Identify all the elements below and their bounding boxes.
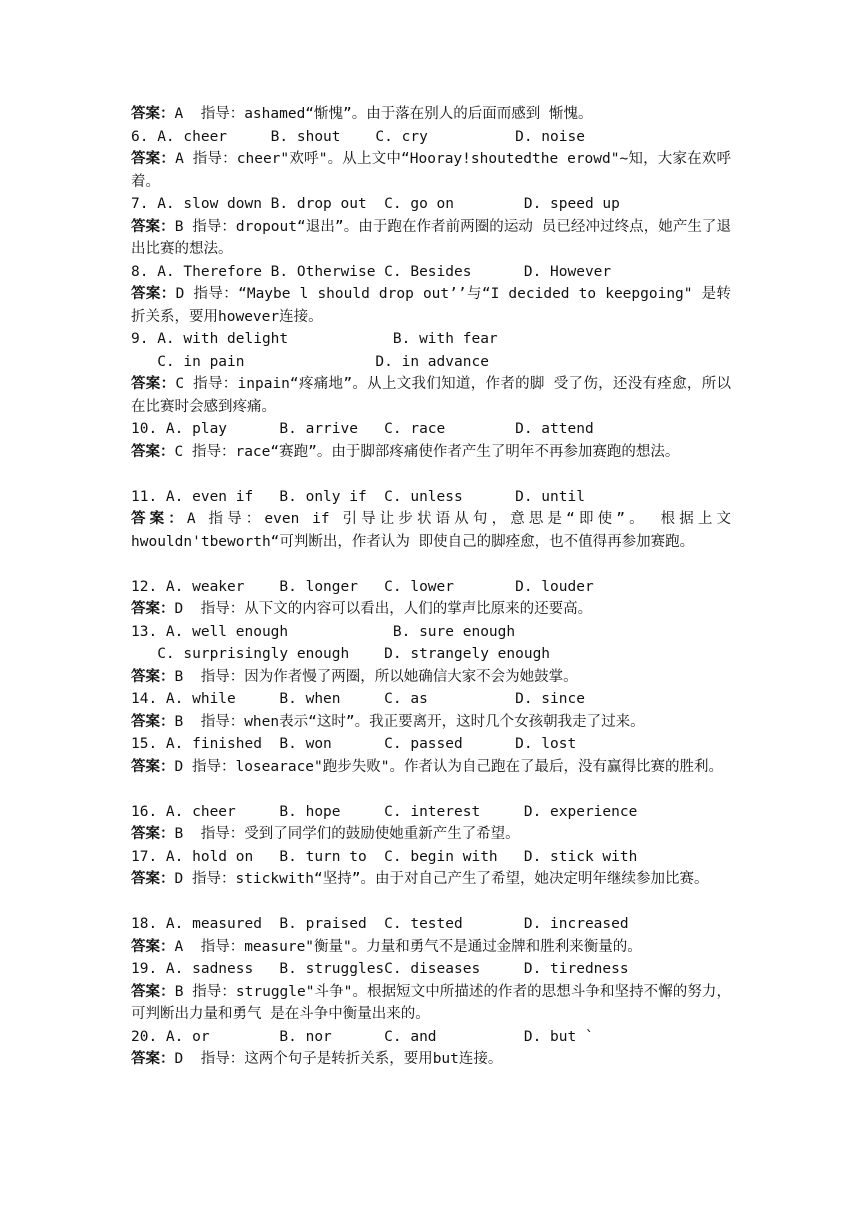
- answer-label: 答案：: [131, 871, 175, 887]
- answer-line: [131, 981, 731, 1026]
- answer-label: 答案：: [131, 668, 175, 685]
- answer-text: D 指导：losearace"跑步失败"。作者认为自己跑在了最后，没有赢得比赛的胜利。: [174, 758, 723, 775]
- answer-text: D 指导：从下文的内容可以看出，人们的掌声比原来的还要高。: [174, 601, 593, 617]
- option-line: 16. A. cheer B. hope C. interest D. experience: [131, 803, 638, 820]
- answer-text: D 指导：stickwith“坚持”。由于对自己产生了希望，她决定明年继续参加比赛。: [174, 871, 709, 887]
- answer-line: [131, 103, 731, 126]
- option-line: 12. A. weaker B. longer C. lower D. louder: [131, 578, 594, 595]
- answer-text: B 指导：受到了同学们的鼓励使她重新产生了希望。: [174, 826, 520, 842]
- answer-label: 答案：: [131, 106, 175, 122]
- answer-label: 答案：: [131, 826, 175, 842]
- answer-line: [131, 216, 731, 261]
- answer-text: B 指导：因为作者慢了两圈，所以她确信大家不会为她鼓掌。: [174, 668, 578, 685]
- answer-line: [131, 148, 731, 193]
- answer-line: [131, 823, 731, 846]
- option-line: 19. A. sadness B. strugglesC. diseases D. tiredness: [131, 961, 629, 977]
- answer-text: C 指导：race“赛跑”。由于脚部疼痛使作者产生了明年不再参加赛跑的想法。: [174, 443, 680, 460]
- option-line: 17. A. hold on B. turn to C. begin with D. stick with: [131, 848, 638, 865]
- option-line: 7. A. slow down B. drop out C. go on D. speed up: [131, 196, 620, 212]
- answer-line: [131, 1048, 731, 1071]
- answer-label: 答案：: [131, 983, 175, 1000]
- option-line: 20. A. or B. nor C. and D. but `: [131, 1028, 594, 1045]
- option-line: 15. A. finished B. won C. passed D. lost: [131, 736, 577, 752]
- answer-text: B 指导：dropout“退出”。由于跑在作者前两圈的运动 员已经冲过终点，她产生了退出比赛的想法。: [131, 218, 731, 257]
- answer-line: [131, 868, 731, 913]
- answer-label: 答案：: [131, 218, 175, 235]
- answer-label: 答案：: [131, 443, 175, 460]
- option-line: 11. A. even if B. only if C. unless D. until: [131, 488, 585, 505]
- answer-label: 答案：: [131, 511, 187, 527]
- answer-label: 答案：: [131, 938, 175, 955]
- answer-line: [131, 711, 731, 734]
- answer-text: D 指导：“Maybe l should drop out’’与“I decided to keepgoing" 是转折关系，要用however连接。: [131, 286, 731, 325]
- option-line: 14. A. while B. when C. as D. since: [131, 691, 585, 707]
- option-line: C. in pain D. in advance: [131, 353, 489, 370]
- answer-label: 答案：: [131, 601, 175, 617]
- answer-text: A 指导：cheer"欢呼"。从上文中“Hooray!shoutedthe erowd"~知，大家在欢呼着。: [131, 151, 731, 190]
- option-line: 13. A. well enough B. sure enough: [131, 623, 516, 640]
- answer-line: [131, 441, 731, 486]
- answer-label: 答案：: [131, 376, 176, 392]
- answer-text: A 指导：measure"衡量"。力量和勇气不是通过金牌和胜利来衡量的。: [174, 938, 642, 955]
- option-line: 9. A. with delight B. with fear: [131, 331, 498, 347]
- answer-line: [131, 666, 731, 689]
- answer-text: B 指导：when表示“这时”。我正要离开，这时几个女孩朝我走了过来。: [174, 713, 645, 730]
- answer-label: 答案：: [131, 1051, 175, 1067]
- answer-label: 答案：: [131, 713, 175, 730]
- answer-line: [131, 373, 731, 418]
- answer-line: [131, 756, 731, 801]
- answer-label: 答案：: [131, 286, 176, 302]
- answer-line: [131, 508, 731, 576]
- answer-text: D 指导：这两个句子是转折关系，要用but连接。: [174, 1051, 503, 1067]
- option-line: 8. A. Therefore B. Otherwise C. Besides D. However: [131, 263, 612, 280]
- answer-label: 答案：: [131, 151, 176, 167]
- answer-line: [131, 598, 731, 621]
- option-line: C. surprisingly enough D. strangely enough: [131, 646, 551, 662]
- answer-text: B 指导：struggle"斗争"。根据短文中所描述的作者的思想斗争和坚持不懈的努力，可判断出力量和勇气 是在斗争中衡量出来的。: [131, 983, 731, 1022]
- answer-line: [131, 283, 731, 328]
- option-line: 10. A. play B. arrive C. race D. attend: [131, 421, 594, 437]
- answer-text: A 指导：ashamed“惭愧”。由于落在别人的后面而感到 惭愧。: [174, 106, 593, 122]
- answer-sheet: [131, 103, 731, 1071]
- option-line: 18. A. measured B. praised C. tested D. increased: [131, 916, 629, 932]
- answer-line: [131, 936, 731, 959]
- answer-label: 答案：: [131, 758, 175, 775]
- answer-text: A 指导：even if 引导让步状语从句，意思是“即使”。 根据上文hwouldn'tbeworth“可判断出，作者认为 即使自己的脚痊愈，也不值得再参加赛跑。: [131, 511, 731, 550]
- option-line: 6. A. cheer B. shout C. cry D. noise: [131, 128, 585, 145]
- answer-text: C 指导：inpain“疼痛地”。从上文我们知道，作者的脚 受了伤，还没有痊愈，所以在比赛时会感到疼痛。: [131, 376, 731, 415]
